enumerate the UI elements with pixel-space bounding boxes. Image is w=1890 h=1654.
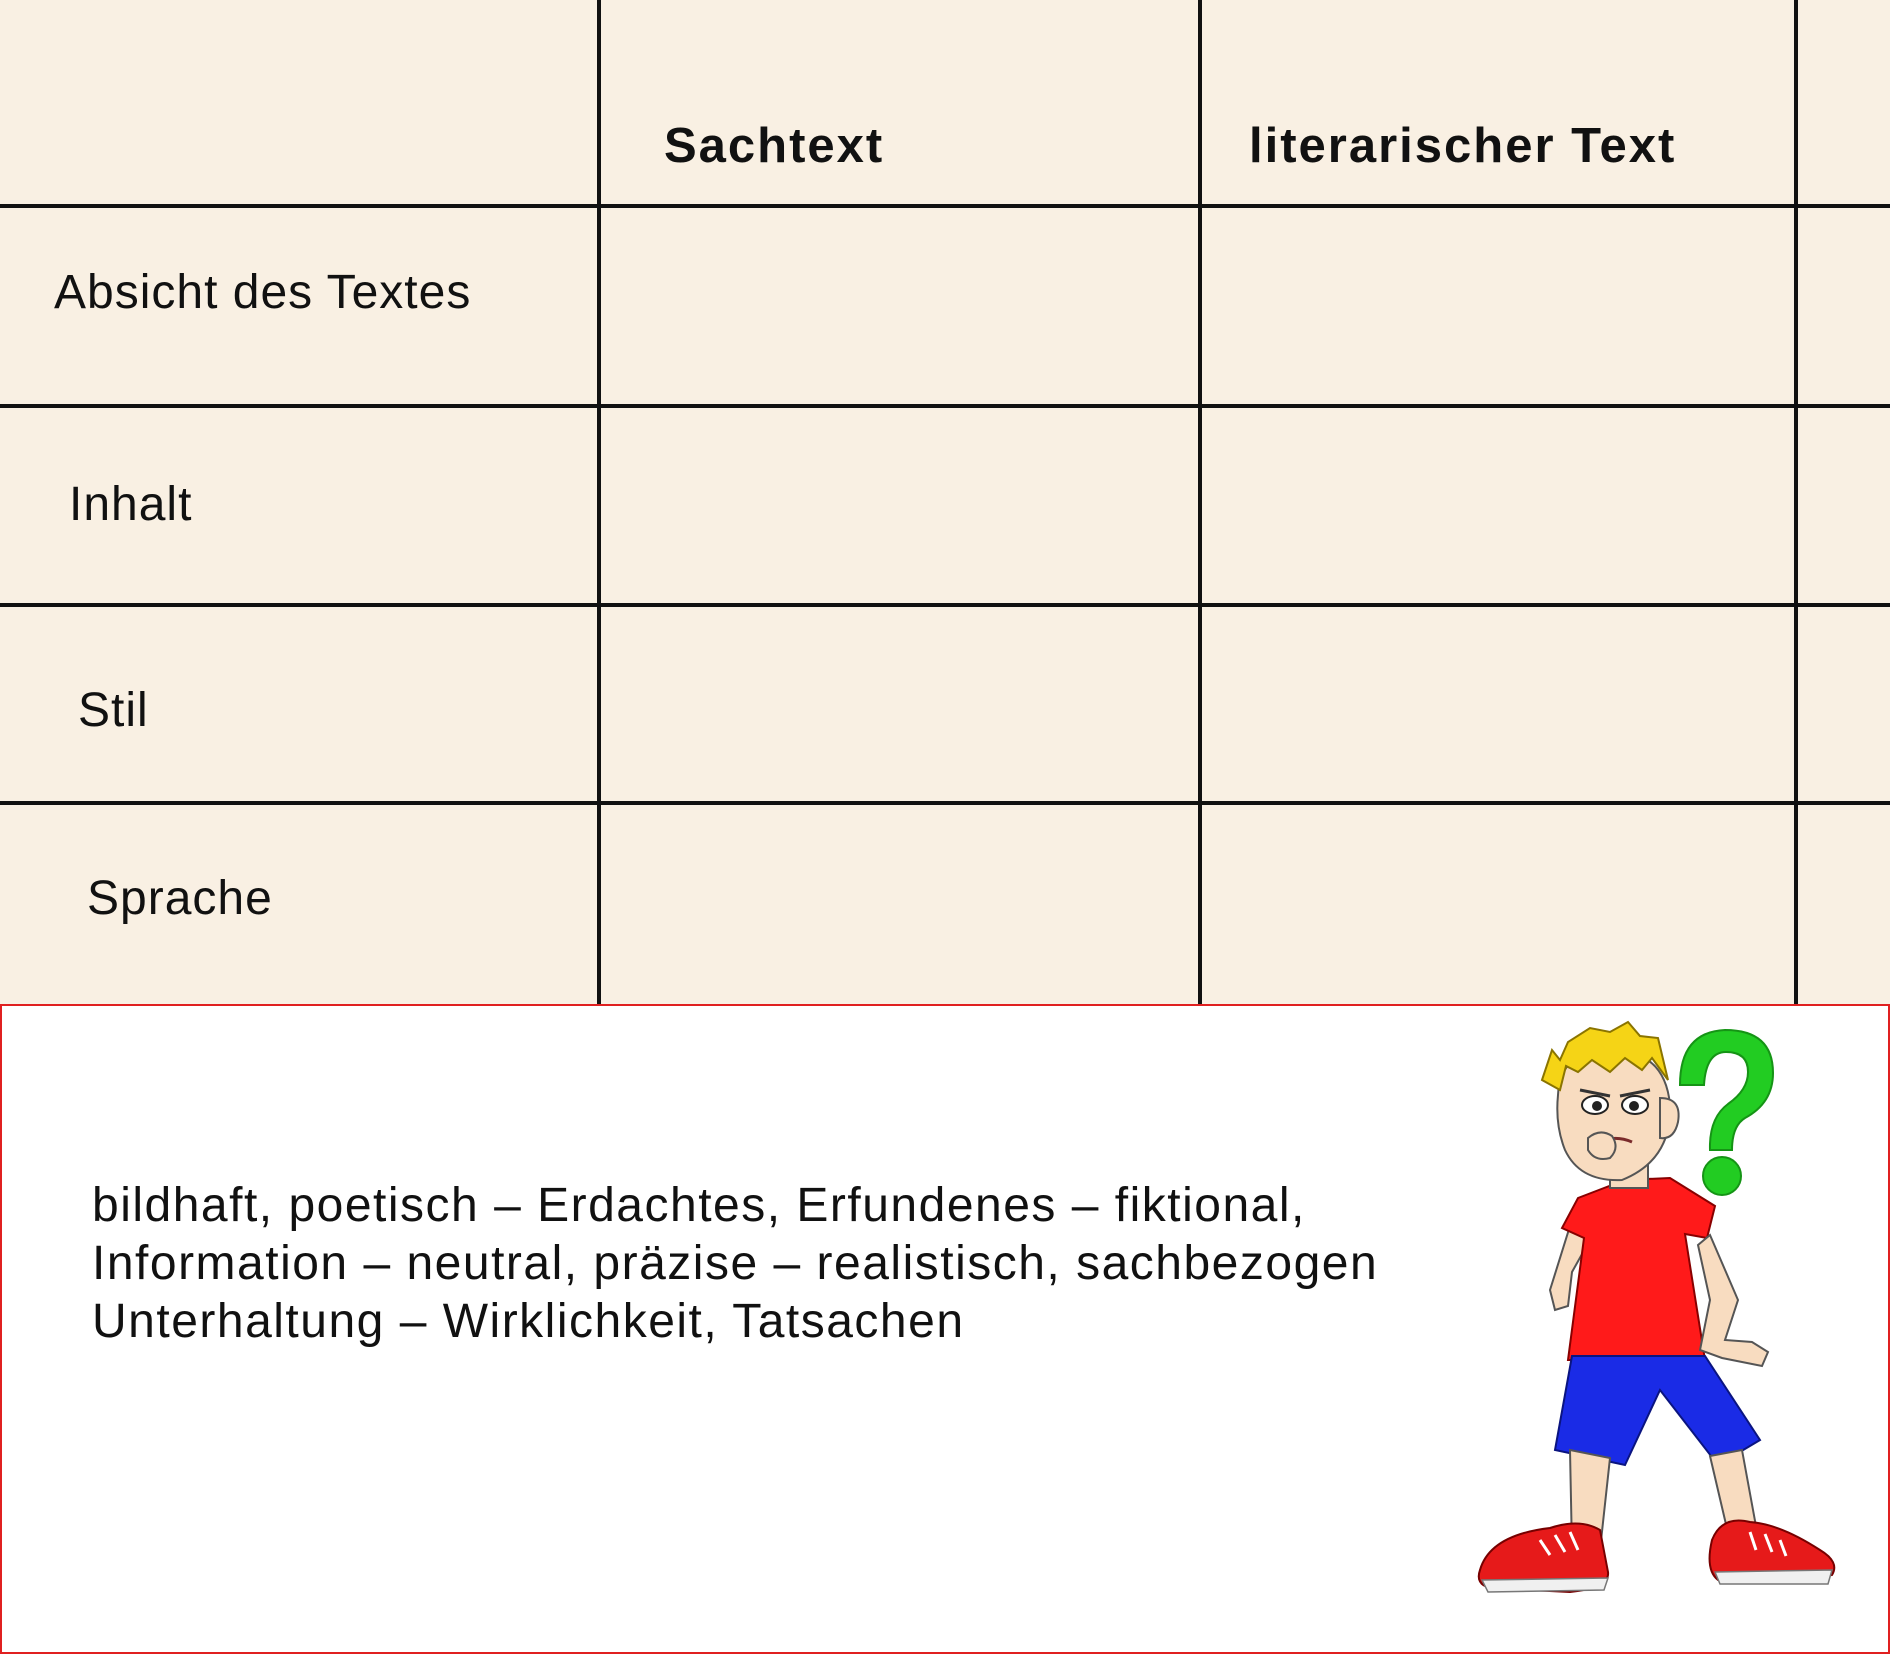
cell-sprache-literarisch [1202,805,1794,1004]
left-shoe [1479,1523,1608,1592]
cell-absicht-literarisch [1202,208,1794,404]
cell-stil-literarisch [1202,607,1794,801]
cell-stil-sachtext [601,607,1198,801]
row-label-absicht: Absicht des Textes [54,266,472,319]
word-bank-line-1: bildhaft, poetisch – Erdachtes, Erfundenes – fiktional, [92,1179,1306,1232]
thinking-boy-illustration [1460,1010,1880,1610]
header-literarischer-text: literarischer Text [1249,119,1677,173]
right-shoe [1710,1520,1835,1584]
row-label-inhalt: Inhalt [69,478,193,531]
cell-sprache-sachtext [601,805,1198,1004]
grid-line [1794,0,1798,1004]
question-mark-icon [1680,1030,1773,1195]
row-label-sprache: Sprache [87,872,273,925]
cell-inhalt-sachtext [601,408,1198,603]
row-label-stil: Stil [78,684,149,737]
cell-inhalt-literarisch [1202,408,1794,603]
word-bank-line-2: Information – neutral, präzise – realistisch, sachbezogen [92,1237,1379,1290]
header-sachtext: Sachtext [664,119,885,173]
cell-absicht-sachtext [601,208,1198,404]
word-bank-line-3: Unterhaltung – Wirklichkeit, Tatsachen [92,1295,965,1348]
